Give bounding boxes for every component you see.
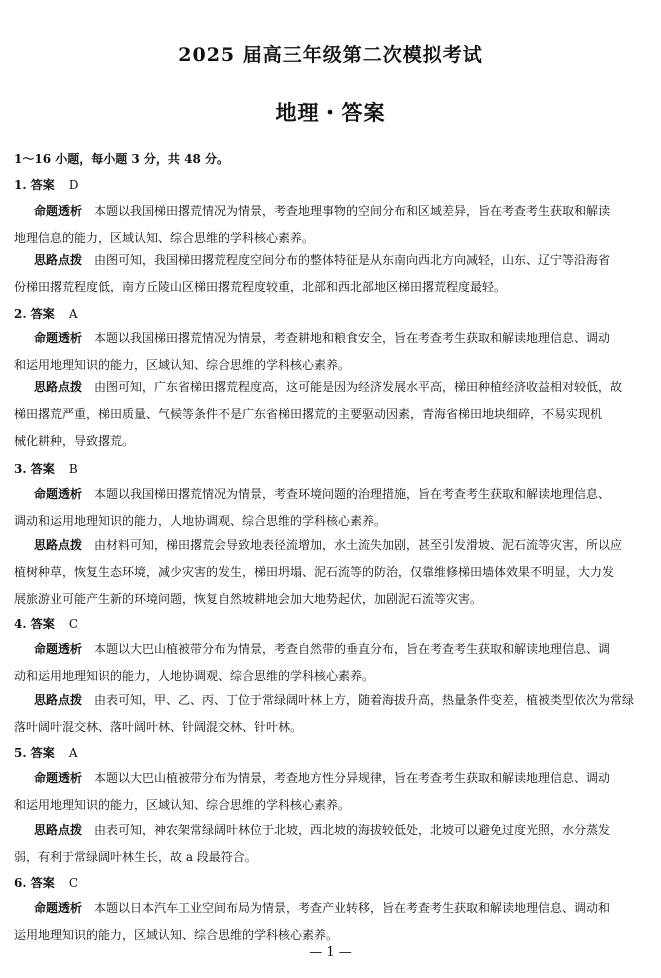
question-3-hint: 思路点拨 由材料可知，梯田撂荒会导致地表径流增加，水土流失加剧，甚至引发滑坡、泥石流等灾害，所以应 植树种草，恢复生态环境，减少灾害的发生，梯田坍塌、泥石流等的防治，仅靠维修梯田墙体效果不明显，大力发 展旅游业可能产生新的环境问题，恢复自然坡耕地会加大地势起伏，加剧泥石流等灾害。	[14, 538, 623, 606]
question-4-analysis: 命题透析 本题以大巴山植被带分布为情景，考查自然带的垂直分布，旨在考查考生获取和解读地理信息、调 动和运用地理知识的能力，人地协调观、综合思维的学科核心素养。	[14, 642, 611, 683]
scoring-intro: 1～16 小题，每小题 3 分，共 48 分。	[14, 152, 229, 166]
question-1-analysis: 命题透析 本题以我国梯田撂荒情况为情景，考查地理事物的空间分布和区域差异，旨在考查考生获取和解读 地理信息的能力，区域认知、综合思维的学科核心素养。	[14, 204, 611, 245]
question-5-hint: 思路点拨 由表可知，神农架常绿阔叶林位于北坡，西北坡的海拔较低处，北坡可以避免过度光照，水分蒸发 弱，有利于常绿阔叶林生长，故 a 段最符合。	[14, 823, 611, 864]
hint-label: 思路点拨	[34, 380, 83, 394]
analysis-label: 命题透析	[34, 901, 83, 915]
analysis-label: 命题透析	[34, 642, 83, 656]
question-3-analysis: 命题透析 本题以我国梯田撂荒情况为情景，考查环境问题的治理措施，旨在考查考生获取和解读地理信息、 调动和运用地理知识的能力，人地协调观、综合思维的学科核心素养。	[14, 487, 611, 528]
question-1-answer	[14, 176, 79, 193]
question-6-analysis: 命题透析 本题以日本汽车工业空间布局为情景，考查产业转移，旨在考查考生获取和解读地理信息、调动和 运用地理知识的能力，区域认知、综合思维的学科核心素养。	[14, 901, 611, 942]
question-3-answer	[14, 460, 78, 477]
page-subtitle: 地理・答案	[275, 100, 386, 125]
question-4-hint: 思路点拨 由表可知，甲、乙、丙、丁位于常绿阔叶林上方，随着海拔升高，热量条件变差，植被类型依次为常绿 落叶阔叶混交林、落叶阔叶林、针阔混交林、针叶林。	[14, 693, 635, 734]
question-number: 2.	[14, 307, 27, 321]
answer-label: 答案	[30, 617, 55, 631]
question-number: 4.	[14, 617, 27, 631]
answer-value: A	[68, 746, 78, 760]
question-number: 1.	[14, 178, 27, 192]
answer-value: D	[68, 178, 79, 192]
question-2-hint: 思路点拨 由图可知，广东省梯田撂荒程度高，这可能是因为经济发展水平高，梯田种植经济收益相对较低，故 梯田撂荒严重，梯田质量、气候等条件不是广东省梯田撂荒的主要驱动因素，青海省梯田地块细碎，不易实现机 械化耕种，导致撂荒。	[14, 380, 623, 448]
question-4-answer	[14, 615, 78, 632]
page-title: 2025 届高三年级第二次模拟考试	[178, 44, 483, 66]
question-2-analysis: 命题透析 本题以我国梯田撂荒情况为情景，考查耕地和粮食安全，旨在考查考生获取和解读地理信息、调动 和运用地理知识的能力，区域认知、综合思维的学科核心素养。	[14, 331, 611, 372]
question-5-analysis: 命题透析 本题以大巴山植被带分布为情景，考查地方性分异规律，旨在考查考生获取和解读地理信息、调动 和运用地理知识的能力，区域认知、综合思维的学科核心素养。	[14, 771, 611, 812]
hint-label: 思路点拨	[34, 538, 83, 552]
analysis-label: 命题透析	[34, 487, 83, 501]
analysis-label: 命题透析	[34, 331, 83, 345]
question-number: 6.	[14, 876, 27, 890]
question-5-answer	[14, 744, 78, 761]
analysis-label: 命题透析	[34, 771, 83, 785]
answer-value: C	[68, 876, 79, 890]
answer-value: C	[68, 617, 79, 631]
answer-value: A	[68, 307, 78, 321]
analysis-label: 命题透析	[34, 204, 83, 218]
question-1-hint: 思路点拨 由图可知，我国梯田撂荒程度空间分布的整体特征是从东南向西北方向减轻，山东、辽宁等沿海省 份梯田撂荒程度低，南方丘陵山区梯田撂荒程度较重，北部和西北部地区梯田撂荒程度最轻。	[14, 253, 611, 294]
hint-label: 思路点拨	[34, 693, 83, 707]
question-number: 5.	[14, 746, 27, 760]
answer-label: 答案	[30, 876, 55, 890]
question-number: 3.	[14, 462, 27, 476]
page-number: — 1 —	[309, 945, 352, 960]
question-6-answer	[14, 874, 78, 891]
question-2-answer	[14, 305, 78, 322]
hint-label: 思路点拨	[34, 253, 83, 267]
hint-label: 思路点拨	[34, 823, 83, 837]
answer-label: 答案	[30, 307, 55, 321]
answer-label: 答案	[30, 462, 55, 476]
answer-label: 答案	[30, 178, 55, 192]
answer-label: 答案	[30, 746, 55, 760]
answer-value: B	[68, 462, 78, 476]
